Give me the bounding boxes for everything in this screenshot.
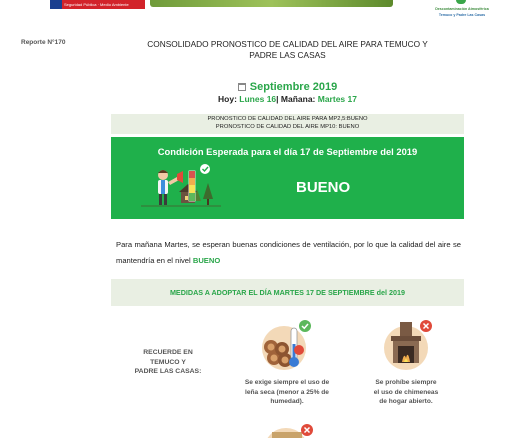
today-value: Lunes 16 bbox=[239, 94, 277, 104]
report-number: Reporte N°170 bbox=[21, 39, 66, 46]
measure-2-line1: Se prohíbe siempre bbox=[375, 379, 437, 386]
page-title-line1: CONSOLIDADO PRONOSTICO DE CALIDAD DEL AIRE PARA TEMUCO Y bbox=[147, 39, 428, 49]
measure-fireplace-text bbox=[350, 378, 462, 407]
program-logo-line1: Descontaminación Atmosférica bbox=[435, 7, 489, 11]
condition-title: Condición Esperada para el día 17 de Septiembre del 2019 bbox=[157, 146, 418, 157]
tomorrow-label: | Mañana: bbox=[276, 94, 316, 104]
forecast-paragraph-level: BUENO bbox=[192, 256, 221, 265]
month-label: Septiembre 2019 bbox=[249, 81, 338, 93]
condition-panel bbox=[111, 137, 464, 219]
government-logo-text: Seguridad Pública · Medio Ambiente bbox=[64, 2, 129, 7]
program-logo bbox=[432, 0, 492, 26]
remember-line1: RECUERDE EN bbox=[143, 349, 193, 356]
forecast-summary bbox=[111, 114, 464, 134]
fireplace-icon bbox=[380, 318, 436, 374]
program-logo-icon bbox=[456, 0, 466, 4]
forecast-mp25: PRONOSTICO DE CALIDAD DEL AIRE PARA MP2,5:BUENO bbox=[207, 116, 368, 122]
calendar-icon bbox=[238, 83, 246, 91]
government-logo-mark bbox=[50, 0, 62, 9]
measures-title: MEDIDAS A ADOPTAR EL DÍA MARTES 17 DE SEPTIEMBRE del 2019 bbox=[111, 279, 464, 306]
month-heading bbox=[110, 81, 465, 93]
measure-2-line2: el uso de chimeneas bbox=[373, 388, 439, 396]
air-quality-illustration-icon bbox=[141, 159, 221, 213]
measure-dry-firewood-text bbox=[228, 378, 346, 407]
tomorrow-value: Martes 17 bbox=[317, 94, 357, 104]
page-title-line2: PADRE LAS CASAS bbox=[249, 50, 326, 60]
dry-firewood-icon bbox=[258, 318, 314, 374]
condition-level: BUENO bbox=[296, 179, 351, 196]
measure-1-line3: humedad). bbox=[270, 398, 304, 405]
forecast-paragraph bbox=[116, 237, 461, 269]
wood-stove-icon bbox=[262, 424, 318, 438]
page-title bbox=[110, 39, 465, 61]
date-line bbox=[110, 94, 465, 104]
forecast-paragraph-text: Para mañana Martes, se esperan buenas condiciones de ventilación, por lo que la calidad del aire se mantendría en el nivel bbox=[116, 240, 461, 265]
forecast-mp10: PRONOSTICO DE CALIDAD DEL AIRE MP10: BUENO bbox=[215, 123, 360, 130]
measure-1-line1: Se exige siempre el uso de bbox=[244, 379, 330, 386]
header-banner-image bbox=[150, 0, 393, 7]
measure-1-line2: leña seca (menor a 25% de bbox=[245, 388, 329, 396]
remember-line3: PADRE LAS CASAS: bbox=[134, 368, 202, 375]
measure-2-line3: de hogar abierto. bbox=[379, 398, 433, 405]
today-label: Hoy: bbox=[218, 94, 237, 104]
remember-line2: TEMUCO Y bbox=[150, 358, 186, 366]
remember-label bbox=[118, 348, 218, 377]
program-logo-line2: Temuco y Padre Las Casas bbox=[438, 13, 486, 17]
